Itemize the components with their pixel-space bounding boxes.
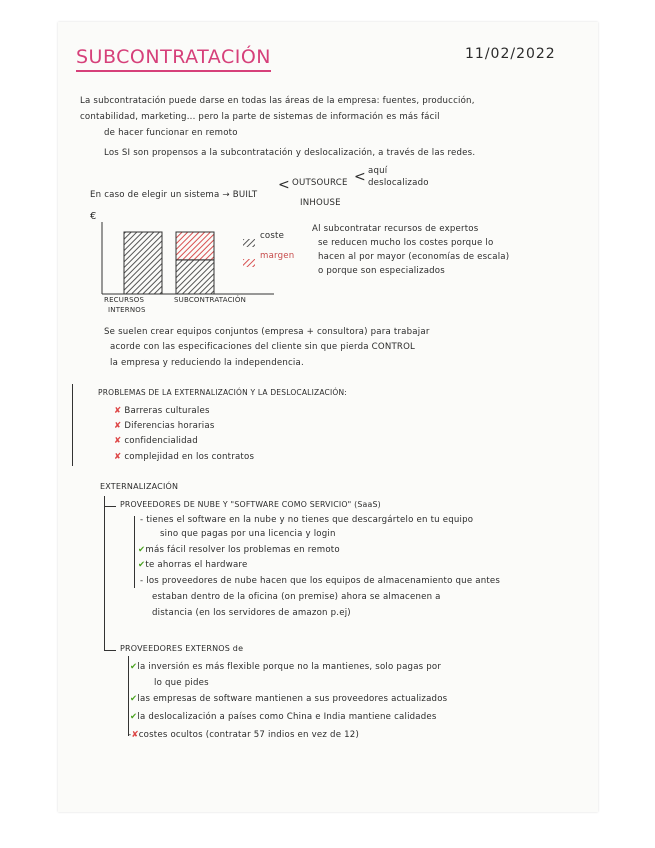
cross-icon: ✘ — [114, 436, 122, 446]
check-icon: ✔ — [138, 545, 146, 555]
intro-paragraph-2: Los SI son propensos a la subcontratación y deslocalización, a través de las redes. — [104, 148, 476, 158]
legend-cost-label: coste — [260, 231, 285, 241]
cross-icon: ✘ — [114, 421, 122, 431]
check-icon: ✔ — [138, 560, 146, 570]
nube-item-4b: estaban dentro de la oficina (on premise) ahora se almacenen a — [152, 592, 441, 602]
chart-note-1: Al subcontratar recursos de expertos — [312, 224, 479, 234]
cross-icon: ✘ — [114, 406, 122, 416]
nube-item-1a: - tienes el software en la nube y no tienes que descargártelo en tu equipo — [140, 515, 474, 525]
nube-item-4a: - los proveedores de nube hacen que los equipos de almacenamiento que antes — [140, 576, 501, 586]
chart-note-3: hacen al por mayor (economías de escala) — [318, 252, 510, 262]
teams-line-2: acorde con las especificaciones del cliente sin que pierda CONTROL — [110, 342, 416, 352]
nube-item-2: ✔más fácil resolver los problemas en remoto — [138, 545, 340, 555]
externalizacion-heading: EXTERNALIZACIÓN — [100, 482, 179, 491]
problems-bracket — [72, 384, 73, 466]
intro-line-1: La subcontratación puede darse en todas las áreas de la empresa: fuentes, producción, — [80, 96, 475, 106]
decision-outsource: OUTSOURCE — [292, 178, 348, 188]
chart-category-2: SUBCONTRATACIÓN — [174, 296, 247, 304]
chart-note-2: se reducen mucho los costes porque lo — [318, 238, 494, 248]
decision-brace-2: < — [354, 169, 366, 185]
page-date: 11/02/2022 — [465, 46, 556, 62]
decision-deslocalizado: deslocalizado — [368, 178, 429, 188]
problem-item-3: ✘ confidencialidad — [114, 436, 198, 446]
teams-line-1: Se suelen crear equipos conjuntos (empresa + consultora) para trabajar — [104, 327, 430, 337]
externalizacion-tree-line — [104, 496, 105, 650]
bar-margen-2 — [176, 232, 214, 260]
teams-line-3: la empresa y reduciendo la independencia. — [110, 358, 304, 368]
chart-category-1-line-1: RECURSOS — [104, 296, 145, 304]
externos-tree-line — [128, 656, 129, 736]
check-icon: ✔ — [130, 694, 138, 704]
externos-item-4: -✘costes ocultos (contratar 57 indios en vez de 12) — [128, 730, 360, 740]
externos-heading: PROVEEDORES EXTERNOS de — [120, 644, 244, 653]
problem-item-4: ✘ complejidad en los contratos — [114, 452, 255, 462]
tree-branch — [104, 650, 116, 651]
check-icon: ✔ — [130, 712, 138, 722]
problem-item-2: ✘ Diferencias horarias — [114, 421, 215, 431]
intro-line-2: contabilidad, marketing... pero la parte de sistemas de información es más fácil — [80, 112, 440, 122]
nube-tree-line — [134, 516, 135, 588]
legend-margin-label: margen — [260, 251, 295, 261]
externos-item-2: ✔las empresas de software mantienen a sus proveedores actualizados — [130, 694, 448, 704]
check-icon: ✔ — [130, 662, 138, 672]
tree-branch — [104, 506, 116, 507]
legend-margin-swatch — [243, 252, 255, 260]
chart-note-4: o porque son especializados — [318, 266, 445, 276]
decision-inhouse: INHOUSE — [300, 198, 341, 208]
nube-item-3: ✔te ahorras el hardware — [138, 560, 248, 570]
nube-item-1b: sino que pagas por una licencia y login — [160, 529, 336, 539]
externos-item-1b: lo que pides — [154, 678, 209, 688]
externos-item-3: ✔la deslocalización a países como China e India mantiene calidades — [130, 712, 437, 722]
problems-heading: PROBLEMAS DE LA EXTERNALIZACIÓN Y LA DESLOCALIZACIÓN: — [98, 388, 348, 397]
intro-line-3: de hacer funcionar en remoto — [104, 128, 238, 138]
decision-brace: < — [278, 177, 290, 193]
chart-y-label: € — [90, 211, 97, 222]
externos-item-1a: ✔la inversión es más flexible porque no la mantienes, solo pagas por — [130, 662, 442, 672]
bar-coste-2 — [176, 260, 214, 294]
cross-icon: ✘ — [131, 730, 139, 740]
decision-text: En caso de elegir un sistema → BUILT — [90, 190, 258, 200]
decision-aqui: aquí — [368, 166, 388, 176]
nube-heading: PROVEEDORES DE NUBE Y "SOFTWARE COMO SERVICIO" (SaaS) — [120, 500, 381, 509]
page-title: SUBCONTRATACIÓN — [76, 46, 271, 72]
chart-category-1-line-2: INTERNOS — [108, 306, 146, 314]
cross-icon: ✘ — [114, 452, 122, 462]
legend-cost-swatch — [243, 232, 255, 240]
nube-item-4c: distancia (en los servidores de amazon p.ej) — [152, 608, 351, 618]
bar-coste-1 — [124, 232, 162, 294]
problem-item-1: ✘ Barreras culturales — [114, 406, 210, 416]
